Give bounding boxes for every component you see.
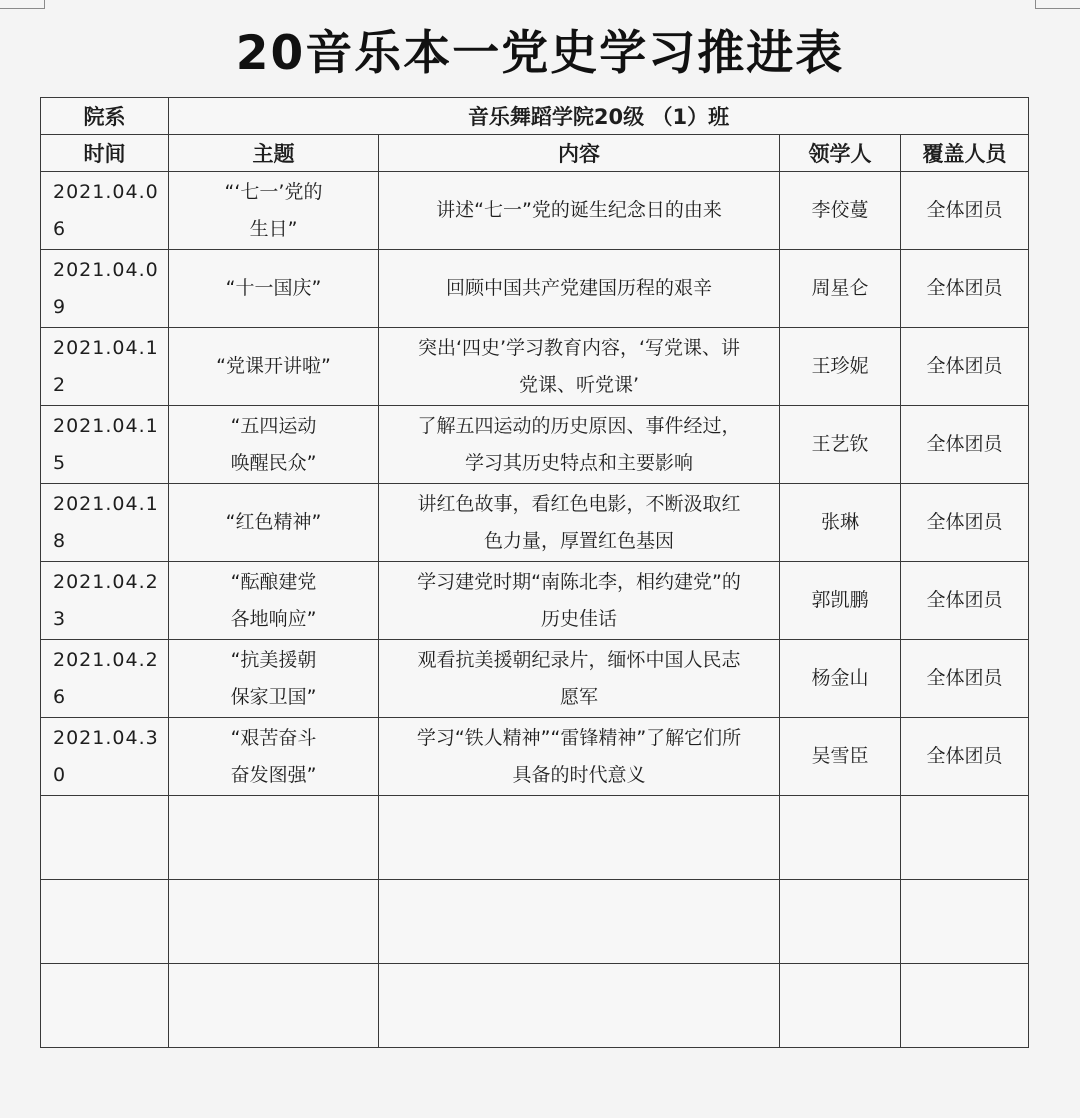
table-row <box>41 718 1029 796</box>
table-row <box>41 328 1029 406</box>
topic-cell: “抗美援朝 保家卫国” <box>169 640 379 718</box>
date-cell: 2021.04.06 <box>41 172 169 250</box>
table-row <box>41 250 1029 328</box>
empty-cell <box>169 964 379 1048</box>
empty-table-row <box>41 796 1029 880</box>
empty-cell <box>379 796 780 880</box>
empty-cell <box>41 796 169 880</box>
table-row <box>41 562 1029 640</box>
department-label: 院系 <box>41 98 169 135</box>
leader-cell: 郭凯鹏 <box>780 562 901 640</box>
empty-cell <box>169 796 379 880</box>
empty-cell <box>780 880 901 964</box>
empty-table-row <box>41 880 1029 964</box>
header-row <box>41 135 1029 172</box>
date-cell: 2021.04.18 <box>41 484 169 562</box>
date-cell: 2021.04.23 <box>41 562 169 640</box>
topic-cell: “艰苦奋斗 奋发图强” <box>169 718 379 796</box>
topic-cell: “酝酿建党 各地响应” <box>169 562 379 640</box>
header-content: 内容 <box>379 135 780 172</box>
empty-cell <box>169 880 379 964</box>
page-corner-mark-left <box>0 0 45 9</box>
date-cell: 2021.04.26 <box>41 640 169 718</box>
content-cell: 讲红色故事，看红色电影，不断汲取红 色力量，厚置红色基因 <box>379 484 780 562</box>
coverage-cell: 全体团员 <box>901 718 1029 796</box>
topic-cell: “‘七一’党的 生日” <box>169 172 379 250</box>
empty-cell <box>41 964 169 1048</box>
page-corner-mark-right <box>1035 0 1080 9</box>
empty-cell <box>41 880 169 964</box>
leader-cell: 王珍妮 <box>780 328 901 406</box>
content-cell: 讲述“七一”党的诞生纪念日的由来 <box>379 172 780 250</box>
empty-cell <box>379 880 780 964</box>
content-cell: 学习“铁人精神”“雷锋精神”了解它们所 具备的时代意义 <box>379 718 780 796</box>
coverage-cell: 全体团员 <box>901 562 1029 640</box>
header-coverage: 覆盖人员 <box>901 135 1029 172</box>
content-cell: 学习建党时期“南陈北李，相约建党”的 历史佳话 <box>379 562 780 640</box>
date-cell: 2021.04.09 <box>41 250 169 328</box>
coverage-cell: 全体团员 <box>901 172 1029 250</box>
table-row <box>41 406 1029 484</box>
empty-cell <box>901 964 1029 1048</box>
coverage-cell: 全体团员 <box>901 328 1029 406</box>
coverage-cell: 全体团员 <box>901 640 1029 718</box>
topic-cell: “五四运动 唤醒民众” <box>169 406 379 484</box>
empty-cell <box>780 964 901 1048</box>
leader-cell: 周星仑 <box>780 250 901 328</box>
department-row <box>41 98 1029 135</box>
topic-cell: “十一国庆” <box>169 250 379 328</box>
empty-cell <box>901 880 1029 964</box>
content-cell: 回顾中国共产党建国历程的艰辛 <box>379 250 780 328</box>
header-leader: 领学人 <box>780 135 901 172</box>
table-row <box>41 172 1029 250</box>
leader-cell: 吴雪臣 <box>780 718 901 796</box>
content-cell: 观看抗美援朝纪录片，缅怀中国人民志 愿军 <box>379 640 780 718</box>
leader-cell: 杨金山 <box>780 640 901 718</box>
date-cell: 2021.04.30 <box>41 718 169 796</box>
header-topic: 主题 <box>169 135 379 172</box>
coverage-cell: 全体团员 <box>901 250 1029 328</box>
coverage-cell: 全体团员 <box>901 406 1029 484</box>
empty-cell <box>780 796 901 880</box>
coverage-cell: 全体团员 <box>901 484 1029 562</box>
table-row <box>41 484 1029 562</box>
content-cell: 了解五四运动的历史原因、事件经过， 学习其历史特点和主要影响 <box>379 406 780 484</box>
department-value: 音乐舞蹈学院20级 （1）班 <box>169 98 1029 135</box>
topic-cell: “红色精神” <box>169 484 379 562</box>
date-cell: 2021.04.12 <box>41 328 169 406</box>
leader-cell: 张琳 <box>780 484 901 562</box>
document-title: 20音乐本一党史学习推进表 <box>235 26 845 81</box>
date-cell: 2021.04.15 <box>41 406 169 484</box>
empty-cell <box>901 796 1029 880</box>
empty-table-row <box>41 964 1029 1048</box>
empty-cell <box>379 964 780 1048</box>
header-date: 时间 <box>41 135 169 172</box>
topic-cell: “党课开讲啦” <box>169 328 379 406</box>
leader-cell: 李佼蔓 <box>780 172 901 250</box>
content-cell: 突出‘四史’学习教育内容，‘写党课、讲 党课、听党课’ <box>379 328 780 406</box>
study-schedule-table <box>40 97 1029 1048</box>
table-row <box>41 640 1029 718</box>
leader-cell: 王艺钦 <box>780 406 901 484</box>
